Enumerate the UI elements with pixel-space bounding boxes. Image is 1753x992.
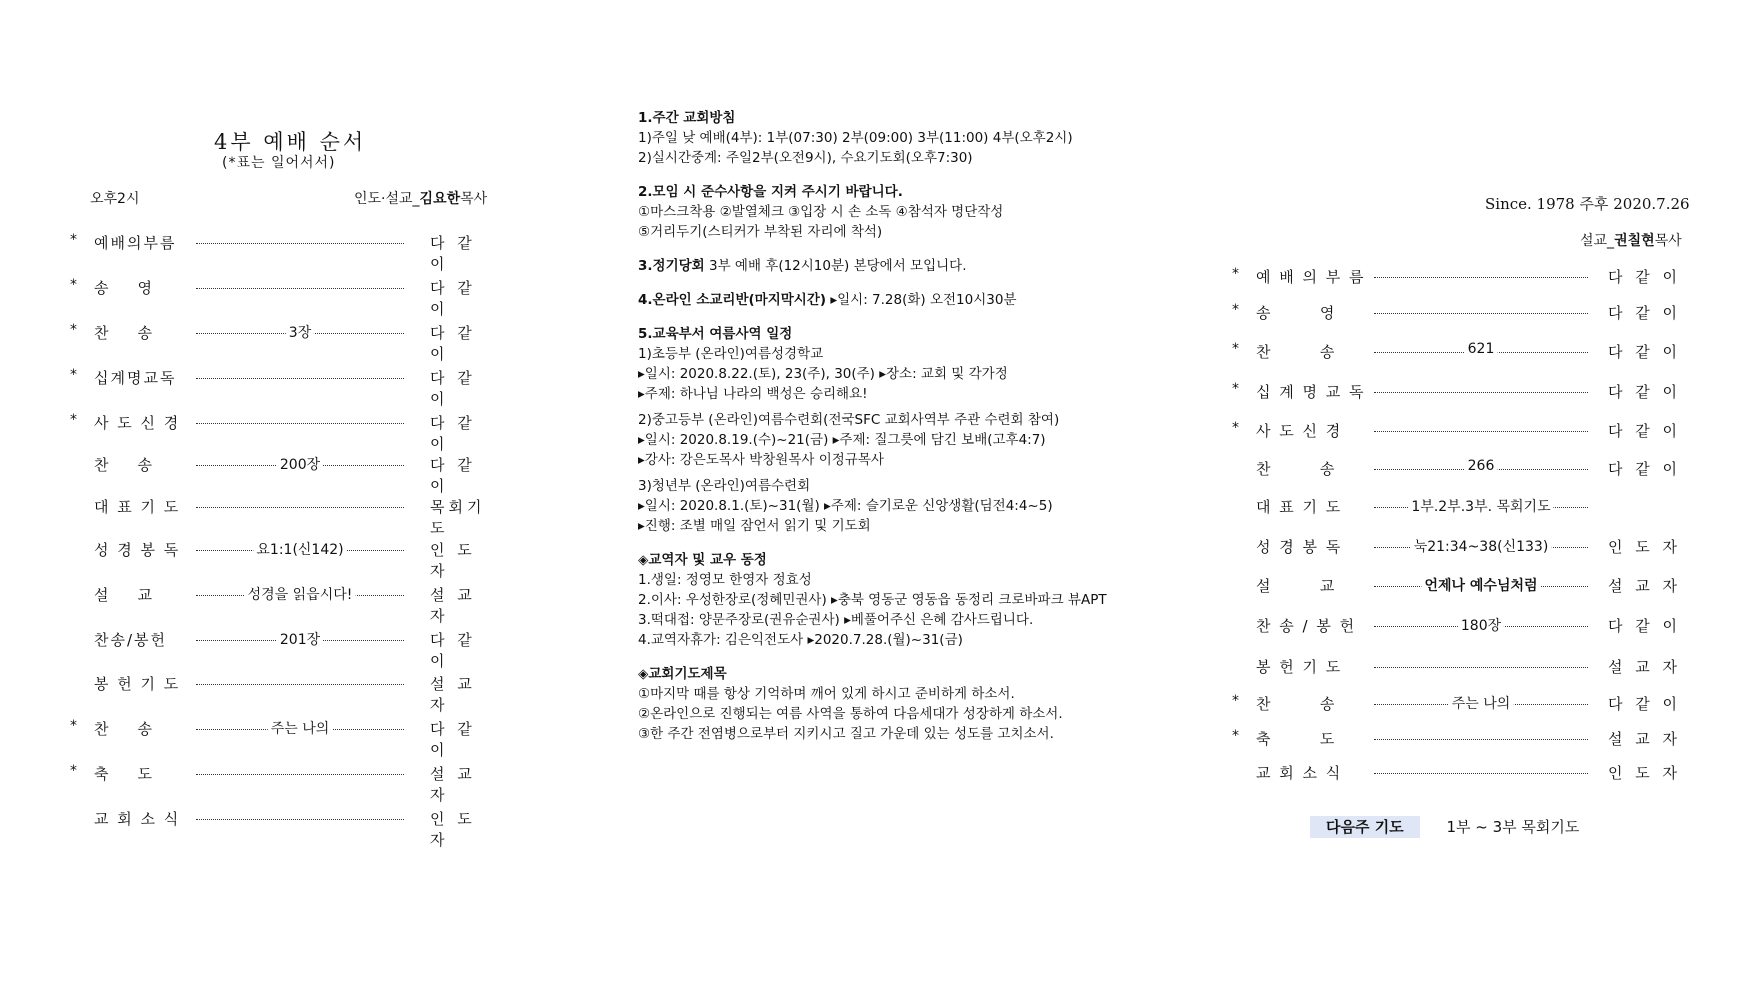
stand-marker: * [1232,302,1239,318]
order-performer: 설 교 자 [430,675,476,714]
order-row [70,496,500,537]
order-performer: 목회기도 [430,498,486,537]
leader-suffix: 목사 [460,191,488,207]
summer-line: 3)청년부 (온라인)여름수련회 [638,478,811,494]
summer-line: 1)초등부 (온라인)여름성경학교 [638,346,824,362]
order-row [1232,615,1692,637]
order-detail: 주는 나의 [268,718,333,738]
leader-dots [1374,667,1588,668]
prayer-line: ③한 주간 전염병으로부터 지키시고 질고 가운데 있는 성도를 고치소서. [638,726,1054,742]
session-text: 3부 예배 후(12시10분) 본당에서 모입니다. [704,258,967,274]
order-label: 축 도 [94,765,155,783]
members-title: ◈교역자 및 교우 동정 [638,552,767,568]
order-detail: 200장 [277,454,323,474]
stand-marker: * [70,763,77,779]
stand-marker: * [1232,420,1239,436]
left-title: 4부 예배 순서 [214,130,367,154]
members-line: 2.이사: 우성한장로(정혜민권사) ▸충북 영동군 영동읍 동정리 크로바파크 뷰APT [638,592,1107,608]
order-row [1232,693,1692,715]
summer-line: ▸진행: 조별 매일 잠언서 읽기 및 기도회 [638,518,871,534]
order-label: 찬 송 [1256,343,1337,361]
order-label: 찬 송 [94,720,155,738]
policy-line: 1)주일 낮 예배(4부): 1부(07:30) 2부(09:00) 3부(11:00) 4부(오후2시) [638,130,1073,146]
prayer-line: ②온라인으로 진행되는 여름 사역을 통하여 다음세대가 성장하게 하소서. [638,706,1063,722]
order-row [1232,266,1692,288]
order-performer: 다 같 이 [1608,695,1682,713]
order-performer: 설 교 자 [1608,658,1682,676]
order-label: 설 교 [1256,577,1337,595]
order-label: 찬 송 / 봉 헌 [1256,617,1357,635]
order-row [70,629,500,670]
order-detail: 1부.2부.3부. 목회기도 [1408,496,1553,516]
order-row [1232,302,1692,324]
order-label: 사 도 신 경 [1256,422,1343,440]
order-performer: 설 교 자 [1608,577,1682,595]
stand-marker: * [70,718,77,734]
order-label: 성 경 봉 독 [1256,538,1343,556]
leader-dots [196,423,404,424]
order-row [70,584,500,625]
order-label: 찬 송 [94,456,155,474]
order-row [70,277,500,318]
order-label: 교 회 소 식 [1256,764,1343,782]
preacher-prefix: 설교_ [1580,233,1615,249]
order-label: 찬 송 [1256,695,1337,713]
order-label: 찬 송 [1256,460,1337,478]
order-label: 성 경 봉 독 [94,541,181,559]
order-row [70,808,500,849]
leader-name: 김요한 [419,191,461,207]
order-row [70,718,500,759]
order-performer: 다 같 이 [430,414,476,453]
members-line: 3.떡대접: 양문주장로(권유순권사) ▸베풀어주신 은혜 감사드립니다. [638,612,1034,628]
order-performer: 다 같 이 [1608,422,1682,440]
prayer-line: ①마지막 때를 항상 기억하며 깨어 있게 하시고 준비하게 하소서. [638,686,1015,702]
leader-dots [1374,313,1588,314]
left-leader [354,188,487,208]
leader-dots [196,378,404,379]
catechism-text: ▸일시: 7.28(화) 오전10시30분 [826,292,1017,308]
leader-dots [1374,392,1588,393]
stand-marker: * [1232,341,1239,357]
stand-marker: * [70,277,77,293]
stand-marker: * [1232,266,1239,282]
order-row [1232,536,1692,558]
order-row [70,763,500,804]
order-row [70,454,500,495]
order-performer: 인 도 자 [1608,764,1682,782]
members-line: 4.교역자휴가: 김은익전도사 ▸2020.7.28.(월)~31(금) [638,632,963,648]
order-label: 설 교 [94,586,155,604]
preacher-suffix: 목사 [1654,233,1682,249]
order-performer: 다 같 이 [430,720,476,759]
order-label: 송 영 [1256,304,1337,322]
summer-line: ▸주제: 하나님 나라의 백성은 승리해요! [638,386,868,402]
stand-marker: * [1232,693,1239,709]
left-subtitle: (*표는 일어서서) [222,155,336,171]
order-performer: 다 같 이 [1608,304,1682,322]
order-label: 봉 헌 기 도 [1256,658,1343,676]
leader-dots [196,819,404,820]
order-label: 십계명교독 [94,369,177,387]
order-row [70,232,500,273]
preacher-name: 권칠현 [1614,233,1655,249]
next-week-label: 다음주 기도 [1310,816,1420,838]
next-week-text: 1부 ~ 3부 목회기도 [1446,818,1580,836]
leader-dots [196,288,404,289]
order-performer: 다 같 이 [1608,460,1682,478]
order-row [1232,458,1692,480]
order-label: 송 영 [94,279,155,297]
order-performer: 인 도 자 [430,541,476,580]
stand-marker: * [70,367,77,383]
summer-line: 2)중고등부 (온라인)여름수련회(전국SFC 교회사역부 주관 수련회 참여) [638,412,1060,428]
order-performer: 다 같 이 [1608,343,1682,361]
order-detail: 주는 나의 [1449,693,1514,713]
order-label: 예 배 의 부 름 [1256,268,1366,286]
order-row [70,367,500,408]
leader-prefix: 인도·설교_ [354,191,420,207]
prayer-title: ◈교회기도제목 [638,666,727,682]
order-performer: 인 도 자 [1608,538,1682,556]
since-date: Since. 1978 주후 2020.7.26 [1485,195,1690,213]
order-label: 사 도 신 경 [94,414,181,432]
order-label: 축 도 [1256,730,1337,748]
order-row [1232,728,1692,750]
order-detail: 201장 [277,629,323,649]
leader-dots [1374,773,1588,774]
members-line: 1.생일: 정영모 한영자 정효성 [638,572,812,588]
order-row [70,539,500,580]
next-week-prayer [1310,816,1579,837]
summer-line: ▸강사: 강은도목사 박창원목사 이정규목사 [638,452,884,468]
order-detail: 3장 [286,322,314,342]
order-detail: 언제나 예수님처럼 [1421,575,1540,595]
leader-dots [196,774,404,775]
rules-line: ①마스크착용 ②발열체크 ③입장 시 손 소독 ④참석자 명단작성 [638,204,1004,220]
session-title: 3.정기당회 [638,258,705,274]
summer-line: ▸일시: 2020.8.1.(토)~31(월) ▸주제: 슬기로운 신앙생활(딤전4:4~5) [638,498,1053,514]
order-row [70,412,500,453]
order-row [1232,381,1692,403]
order-performer: 설 교 자 [430,765,476,804]
order-label: 봉 헌 기 도 [94,675,181,693]
stand-marker: * [1232,728,1239,744]
order-performer: 다 같 이 [1608,383,1682,401]
stand-marker: * [1232,381,1239,397]
order-label: 십 계 명 교 독 [1256,383,1366,401]
church-news [638,108,1198,758]
summer-line: ▸일시: 2020.8.22.(토), 23(주), 30(주) ▸장소: 교회 및 각가정 [638,366,1008,382]
leader-dots [1374,739,1588,740]
right-preacher [1580,230,1682,250]
stand-marker: * [70,232,77,248]
order-detail: 눅21:34~38(신133) [1411,536,1552,556]
order-performer: 인 도 자 [430,810,476,849]
order-label: 예배의부름 [94,234,177,252]
order-performer: 다 같 이 [1608,617,1682,635]
order-detail: 621 [1465,341,1498,357]
order-performer: 다 같 이 [430,234,476,273]
rules-line: ⑤거리두기(스티커가 부착된 자리에 착석) [638,224,883,240]
order-label: 찬송/봉헌 [94,631,168,649]
order-row [70,673,500,714]
summer-line: ▸일시: 2020.8.19.(수)~21(금) ▸주제: 질그릇에 담긴 보배(고후4:7) [638,432,1046,448]
order-detail: 요1:1(신142) [253,539,346,559]
order-performer: 설 교 자 [430,586,476,625]
leader-dots [196,507,404,508]
order-row [1232,420,1692,442]
order-performer: 다 같 이 [430,456,476,495]
order-performer: 다 같 이 [1608,268,1682,286]
leader-dots [196,684,404,685]
summer-title: 5.교육부서 여름사역 일정 [638,326,793,342]
order-row [1232,656,1692,678]
order-row [70,322,500,363]
order-row [1232,762,1692,784]
stand-marker: * [70,322,77,338]
order-row [1232,575,1692,597]
leader-dots [196,243,404,244]
catechism-title: 4.온라인 소교리반(마지막시간) [638,292,827,308]
order-row [1232,341,1692,363]
policy-title: 1.주간 교회방침 [638,110,736,126]
order-performer: 다 같 이 [430,324,476,363]
stand-marker: * [70,412,77,428]
rules-title: 2.모임 시 준수사항을 지켜 주시기 바랍니다. [638,184,903,200]
order-performer: 다 같 이 [430,631,476,670]
order-label: 찬 송 [94,324,155,342]
order-label: 대 표 기 도 [1256,498,1343,516]
order-row [1232,496,1692,518]
order-label: 대 표 기 도 [94,498,181,516]
leader-dots [1374,431,1588,432]
order-performer: 다 같 이 [430,279,476,318]
order-performer: 다 같 이 [430,369,476,408]
policy-line: 2)실시간중계: 주일2부(오전9시), 수요기도회(오후7:30) [638,150,973,166]
order-detail: 266 [1465,458,1498,474]
order-label: 교 회 소 식 [94,810,181,828]
left-time: 오후2시 [90,191,140,207]
order-detail: 180장 [1458,615,1504,635]
order-performer: 설 교 자 [1608,730,1682,748]
leader-dots [1374,277,1588,278]
order-detail: 성경을 읽읍시다! [245,584,356,604]
